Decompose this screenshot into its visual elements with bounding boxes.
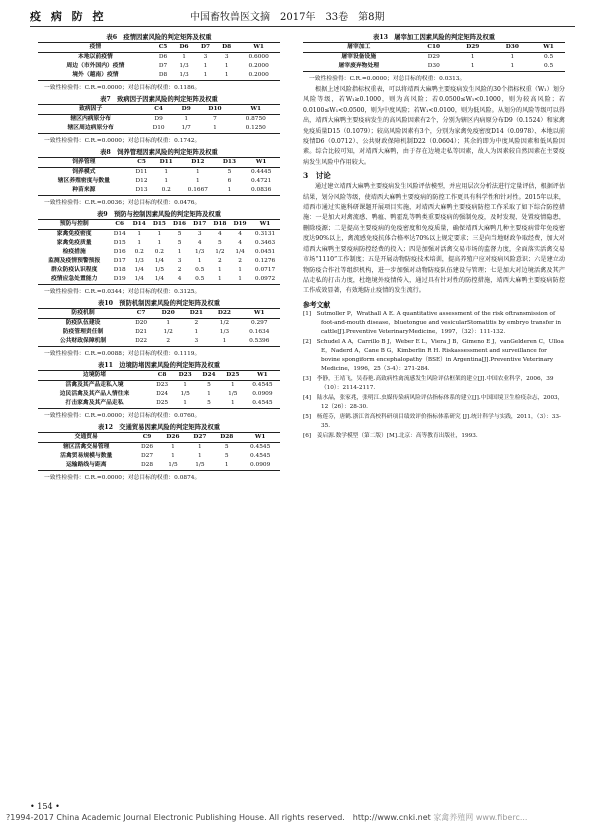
- table-10: [38, 298, 280, 357]
- table-6: [38, 32, 280, 91]
- table-cell: 1: [510, 54, 515, 60]
- table-cell: 0.1250: [231, 124, 280, 134]
- table-cell: D8: [153, 71, 173, 81]
- matrix-table: [38, 104, 280, 134]
- table-cell: 1: [157, 231, 162, 237]
- table-cell: 0.5: [190, 275, 210, 285]
- table-cell: 2: [194, 320, 199, 326]
- table-cell: 5: [197, 399, 221, 409]
- table-cell: D23: [156, 382, 169, 388]
- table-cell: 0.2: [154, 249, 164, 255]
- table-cell: 0.0717: [254, 267, 276, 273]
- table-cell: D16: [113, 249, 126, 255]
- table-row: [38, 381, 280, 391]
- column-header: C6: [110, 220, 129, 230]
- table-cell: 1: [203, 63, 208, 69]
- header-rule: [30, 26, 575, 27]
- table-cell: 5: [177, 231, 182, 237]
- consistency-note: 一致性检验得：C.R.=0.0000；对总目标的权重：0.1186。: [44, 85, 201, 91]
- consistency-note: 一致性检验得：C.R.=0.0088；对总目标的权重：0.1119。: [44, 351, 201, 357]
- table-caption: 表6 疫情因素风险的判定矩阵及权重: [106, 34, 212, 41]
- table-cell: D26: [141, 444, 154, 450]
- table-row: [38, 186, 280, 196]
- footer-copyright: ?1994-2017 China Academic Journal Electronic Publishing House. All rights reserved. http://www.cnki.net: [6, 813, 431, 822]
- column-header: D29: [453, 43, 493, 53]
- table-cell: 1: [171, 444, 175, 450]
- table-cell: 2: [154, 337, 182, 347]
- table-row: [38, 257, 280, 266]
- column-header: D15: [149, 220, 169, 230]
- reference-item: [4] 陆水晶，张家兆，张明江.虫媒传染病风险评估指标体系的建立[J].中国国境卫生检疫杂志，2003，12（26）：28-30.: [303, 394, 564, 410]
- table-cell: 1/4: [154, 258, 165, 264]
- consistency-note: 一致性检验得：C.R.=0.0036；对总目标的权重：0.0476。: [44, 200, 201, 206]
- table-cell: D29: [427, 54, 440, 60]
- table-cell: 5: [177, 240, 182, 246]
- column-header: 防疫机制: [38, 309, 128, 319]
- column-header: D12: [179, 158, 217, 168]
- row-label: 检疫措施: [62, 249, 86, 255]
- table-cell: 1/3: [219, 329, 230, 335]
- table-cell: 1: [207, 391, 211, 397]
- table-cell: D7: [158, 63, 168, 69]
- table-row: [38, 461, 280, 471]
- table-cell: 2: [238, 258, 242, 264]
- table-row: [38, 124, 280, 134]
- table-caption: 表12 交通贸易因素风险的判定矩阵及权重: [97, 424, 221, 431]
- table-cell: 1: [238, 267, 242, 273]
- column-header: D23: [173, 371, 197, 381]
- column-header: D22: [210, 309, 238, 319]
- table-cell: 0.0909: [240, 461, 280, 471]
- table-cell: 0.6000: [248, 54, 269, 60]
- table-row: [38, 239, 280, 248]
- row-label: 边民活禽及其产品人情往来: [59, 391, 130, 397]
- table-cell: 0.297: [250, 320, 268, 326]
- consistency-note: 一致性检验得：C.R.=0.0000；对总目标的权重：0.0874。: [44, 475, 201, 481]
- table-cell: D11: [135, 169, 148, 175]
- row-label: 防疫管理责任制: [62, 329, 104, 335]
- table-row: [38, 53, 280, 63]
- column-header: D10: [199, 105, 232, 115]
- table-cell: D12: [135, 178, 148, 184]
- paragraph-discussion: 通过建立靖西大麻鸭主要疫病发生风险评估模型，并应用层次分析法进行定量评估，根据评估结果，划分风险等级，使靖西大麻鸭主要疫病的防控工作更具有科学性和针对性。2015年以来，靖西市通过实施科研课题开展项目实施，对靖西大麻鸭主要疫病防控工作采取了如下综合防控措施：一是加大对禽流感、鸭瘟、鸭霍乱等鸭类重要疫病的强制免疫，及时发现、处置疫情隐患，删除疫源；二是提高主要疫病的免疫密度和免疫质量，确保靖西大麻鸭几种主要疫病常年免疫密度达90%以上，禽流感免疫抗体合格率达70%以上规定要求；三是向当地财政争取经费，加大对靖西大麻鸭主要疫病防控经费的投入；四是加强对活禽交易市场的监督力度，全面落实活禽交易市场“1110”工作制度；五是开展动物防疫技术培训，提高养殖户应对疫病风险意识；六是建立动物防疫合作社等组织机构，进一步加强对动物防疫队伍建设与管理；七是加大对边境活禽及其产品走私的打击力度，杜绝境外疫情传入，通过具有针对性的防控措施，靖西大麻鸭主要疫病防控工作成效显著，有效地防止疫情的发生流行。: [303, 183, 565, 295]
- section-title: 疫 病 防 控: [30, 10, 107, 23]
- table-cell: 0.0909: [252, 391, 273, 397]
- table-cell: 1/5: [180, 391, 190, 397]
- row-label: 群众防疫认识程度: [50, 267, 98, 273]
- column-header: D27: [186, 433, 213, 443]
- table-cell: 0.0836: [242, 186, 280, 196]
- table-cell: 1/4: [235, 249, 245, 255]
- table-cell: 3: [177, 258, 182, 264]
- column-header: D16: [169, 220, 189, 230]
- table-cell: 7: [213, 116, 217, 122]
- table-cell: 1/4: [129, 275, 149, 285]
- table-cell: 1: [137, 240, 142, 246]
- reference-item: [3] 李静，王靖飞，吴春艳.高致病性禽流感发生风险评估框架的建立[J].中国农业科学，2006，39（10）：2114-2117.: [303, 375, 554, 391]
- column-header: D19: [230, 220, 250, 230]
- table-caption: 表7 致病因子因素风险的判定矩阵及权重: [100, 96, 218, 103]
- column-header: D8: [216, 43, 237, 53]
- table-cell: 0.4545: [249, 444, 271, 450]
- table-cell: 0.3463: [254, 240, 276, 246]
- page-header: [30, 8, 575, 24]
- table-7: [38, 94, 280, 144]
- matrix-table: [38, 42, 280, 81]
- table-cell: 1: [493, 62, 533, 72]
- column-header: D14: [129, 220, 149, 230]
- column-header: 预防与控制: [38, 220, 110, 230]
- table-cell: 6: [227, 178, 232, 184]
- table-cell: 4: [218, 231, 222, 237]
- table-cell: 4: [238, 240, 242, 246]
- row-label: 辖区内病原分布: [70, 116, 111, 122]
- table-cell: 0.8750: [245, 116, 266, 122]
- column-header: 疫情: [38, 43, 153, 53]
- table-cell: 0.1634: [249, 329, 270, 335]
- table-cell: 1: [230, 275, 250, 285]
- table-cell: 5: [207, 382, 211, 388]
- row-label: 辖区养殖密度与数量: [57, 178, 110, 184]
- table-cell: 1/3: [179, 63, 189, 69]
- column-header: D9: [174, 105, 199, 115]
- column-header: D18: [210, 220, 230, 230]
- references-list: [303, 310, 565, 441]
- column-header: W1: [240, 433, 280, 443]
- column-header: D30: [493, 43, 533, 53]
- row-label: 活禽贸易规模与数量: [60, 453, 113, 459]
- table-cell: 0.3131: [254, 231, 276, 237]
- table-cell: 0.2: [153, 186, 179, 196]
- row-label: 种苗来源: [38, 186, 130, 196]
- column-header: D7: [195, 43, 216, 53]
- table-cell: 1/2: [219, 320, 230, 326]
- column-header: W1: [245, 371, 280, 381]
- table-9: [38, 209, 280, 295]
- table-cell: D9: [154, 116, 163, 122]
- table-cell: D30: [415, 62, 453, 72]
- table-cell: 2: [218, 258, 222, 264]
- references-heading: 参考文献: [303, 300, 331, 309]
- table-cell: 3: [197, 231, 202, 237]
- reference-item: [2] Schudel A A，Carrillo B J，Weber E L，Viera J B，Gimeno E J，vanGelderen C，Ulloa E，Naderd A，Cane B G，Kimberlin R H. Riskassessment and surveillance for bovine spongiform encephalopathy（BSE）in Argentina[J].Preventive Veterinary Medicine，1996，25（3-4）：271-284.: [303, 338, 564, 372]
- footer: [6, 812, 527, 823]
- right-column: [303, 30, 565, 442]
- table-cell: 1: [230, 382, 235, 388]
- table-cell: 5: [224, 453, 229, 459]
- table-row: [38, 71, 280, 81]
- column-header: C5: [130, 158, 154, 168]
- table-cell: 1/5: [186, 461, 213, 471]
- row-label: 疫情应急处置能力: [38, 275, 110, 285]
- table-cell: 1: [183, 382, 187, 388]
- table-cell: 0.4445: [250, 169, 272, 175]
- table-cell: D13: [130, 186, 154, 196]
- table-cell: 1: [218, 267, 222, 273]
- row-label: 本地以前疫情: [78, 54, 113, 60]
- row-label: 防疫队伍建设: [65, 320, 101, 326]
- column-header: C9: [135, 433, 160, 443]
- column-header: 边境防堵: [38, 371, 151, 381]
- matrix-table: [38, 432, 280, 471]
- table-cell: 5: [218, 240, 222, 246]
- table-cell: 3: [182, 337, 210, 347]
- matrix-table: [38, 370, 280, 409]
- matrix-table: [38, 308, 280, 347]
- table-caption: 表13 屠宰加工因素风险的判定矩阵及权重: [372, 34, 496, 41]
- paragraph-risk-levels: 根据上述风险指标权重表，可以将靖西大麻鸭主要疫病发生风险的30个指标权重（W₁）划分风险等级，若W₁≥0.1000，则为高风险；若0.0500≤W₁<0.1000，则为较高风险；若0.0100≤W₁<0.0500，则为中度风险；若W₁<0.0100，则为低风险。从划分的风险等级可以得出，靖西大麻鸭主要疫病发生的高风险因素有2个，分别为辖区内病原分布D9（0.1524）和家禽免疫质量D15（0.1079）；较高风险因素有3个，分别为家禽免疫密度D14（0.0978）、本地以前疫情D6（0.0712）、公共财政保障机制D22（0.0604）；其余的即为中度风险因素和低风险因素。综合比较可知，对靖西大麻鸭，由于存在边境走私等因素，故人为因素较自然因素在主要疫病发生风险中作用较大。: [303, 86, 565, 166]
- table-cell: 4: [197, 240, 202, 246]
- table-cell: 1: [195, 169, 200, 175]
- table-cell: 1: [194, 329, 199, 335]
- table-row: [38, 248, 280, 257]
- table-cell: 1: [164, 178, 169, 184]
- row-label: 运输路线与距离: [38, 461, 135, 471]
- table-cell: 1: [195, 178, 200, 184]
- table-cell: 0.4545: [249, 453, 271, 459]
- table-cell: 3: [203, 54, 208, 60]
- column-header: W1: [532, 43, 565, 53]
- row-label: 辖区活禽交易管理: [63, 444, 110, 450]
- row-label: 辖区周边病原分布: [38, 124, 143, 134]
- table-cell: D24: [156, 391, 169, 397]
- column-header: D20: [154, 309, 182, 319]
- table-caption: 表11 边境防堵因素风险的判定矩阵及权重: [97, 362, 221, 369]
- reference-item: [6] 姜启源.数学模型（第二版）[M].北京：高等教育出版社，1993.: [303, 432, 478, 439]
- table-row: [38, 452, 280, 461]
- table-cell: 1/5: [160, 461, 187, 471]
- table-11: [38, 360, 280, 419]
- column-header: D17: [190, 220, 210, 230]
- column-header: W1: [242, 158, 280, 168]
- row-label: 家禽免疫密度: [56, 231, 92, 237]
- table-row: [38, 275, 280, 285]
- table-cell: 3: [224, 54, 229, 60]
- table-8: [38, 147, 280, 206]
- column-header: C7: [128, 309, 154, 319]
- table-cell: 0.2000: [237, 71, 280, 81]
- table-row: [38, 443, 280, 453]
- row-label: 屠宰设备设施: [341, 54, 377, 60]
- consistency-note: 一致性检验得：C.R.=0.0344；对总目标的权重：0.3125。: [44, 289, 201, 295]
- table-cell: 0.5396: [238, 337, 280, 347]
- table-cell: D18: [113, 267, 126, 273]
- table-cell: D22: [128, 337, 154, 347]
- table-cell: D20: [135, 320, 148, 326]
- table-cell: 1: [157, 240, 162, 246]
- table-cell: 1: [182, 54, 186, 60]
- table-cell: 0.0972: [250, 275, 280, 285]
- column-header: D28: [213, 433, 240, 443]
- row-label: 公共财政保障机制: [38, 337, 128, 347]
- table-cell: 0.1667: [179, 186, 217, 196]
- matrix-table: [38, 157, 280, 196]
- table-cell: 1: [217, 186, 243, 196]
- table-cell: 5: [227, 169, 232, 175]
- table-cell: 0.1276: [254, 258, 276, 264]
- column-header: 致病因子: [38, 105, 143, 115]
- table-cell: 1/3: [195, 249, 205, 255]
- table-cell: D25: [151, 399, 173, 409]
- row-label: 屠宰废弃物处理: [303, 62, 415, 72]
- row-label: 周边（市外国内）疫情: [66, 63, 125, 69]
- table-cell: 4: [238, 231, 242, 237]
- column-header: D13: [217, 158, 243, 168]
- column-header: W1: [238, 309, 280, 319]
- table-cell: 1: [213, 461, 240, 471]
- reference-item: [5] 杨莲芬，唐鹤.浙江省高校科研项目绩效评价指标体系研究 [J].统计科学与实践，2011，（3）：33-35.: [303, 413, 561, 429]
- table-cell: D10: [143, 124, 174, 134]
- table-cell: 1/5: [228, 391, 238, 397]
- table-cell: 1: [224, 63, 229, 69]
- column-header: C5: [153, 43, 173, 53]
- table-cell: 1: [164, 169, 169, 175]
- table-caption: 表8 饲养管理因素风险的判定矩阵及权重: [100, 149, 218, 156]
- table-row: [303, 53, 565, 63]
- table-row: [38, 62, 280, 71]
- column-header: D25: [221, 371, 245, 381]
- table-cell: 0.2000: [248, 63, 269, 69]
- table-cell: D28: [135, 461, 160, 471]
- column-header: D21: [182, 309, 210, 319]
- table-cell: 5: [224, 444, 229, 450]
- row-label: 境外（越南）疫情: [38, 71, 153, 81]
- column-header: 屠宰加工: [303, 43, 415, 53]
- column-header: C4: [143, 105, 174, 115]
- table-cell: 1: [216, 71, 237, 81]
- table-cell: D19: [110, 275, 129, 285]
- table-cell: 0.4545: [252, 382, 273, 388]
- table-cell: 1: [221, 399, 245, 409]
- table-cell: D21: [135, 329, 148, 335]
- table-cell: 1: [137, 231, 142, 237]
- table-cell: 1/4: [149, 275, 169, 285]
- table-cell: 0.4545: [245, 399, 280, 409]
- table-cell: 1: [198, 453, 202, 459]
- table-cell: 2: [177, 267, 182, 273]
- table-cell: 1: [198, 444, 202, 450]
- table-cell: D14: [113, 231, 126, 237]
- column-header: 交通贸易: [38, 433, 135, 443]
- consistency-note: 一致性检验得：C.R.=0.0000；对总目标的权重：0.0313。: [309, 76, 466, 82]
- table-cell: 1: [210, 275, 230, 285]
- table-cell: 1/7: [174, 124, 199, 134]
- table-12: [38, 422, 280, 481]
- table-row: [38, 115, 280, 125]
- column-header: W1: [237, 43, 280, 53]
- column-header: W1: [250, 220, 280, 230]
- column-header: D24: [197, 371, 221, 381]
- table-cell: 1/4: [134, 267, 144, 273]
- matrix-table: [38, 219, 280, 285]
- column-header: C8: [151, 371, 173, 381]
- column-header: 饲养管理: [38, 158, 130, 168]
- page-number: • 154 •: [30, 802, 60, 811]
- column-header: D6: [173, 43, 195, 53]
- table-cell: 1: [195, 71, 216, 81]
- table-cell: D6: [158, 54, 168, 60]
- table-cell: 1: [199, 124, 232, 134]
- table-cell: 1: [453, 62, 493, 72]
- table-cell: D27: [141, 453, 154, 459]
- column-header: C10: [415, 43, 453, 53]
- table-row: [38, 177, 280, 186]
- table-row: [38, 390, 280, 399]
- left-column: [38, 30, 280, 484]
- table-row: [38, 168, 280, 178]
- reference-item: [1] Sutmoller P，Wrathall A E. A quantitative assessment of the risk oftransmission of foot-and-mouth disease，bluetongue and vesicularStomatitis by embryo transfer in cattle[J].Preventive VeterinaryMedicine，1997，（32）：111-132.: [303, 310, 562, 335]
- table-cell: D15: [113, 240, 126, 246]
- table-cell: 1/2: [163, 329, 173, 335]
- table-row: [38, 319, 280, 329]
- table-row: [38, 328, 280, 337]
- table-13: [303, 32, 565, 82]
- table-cell: 0.5: [195, 267, 205, 273]
- table-cell: 1/3: [173, 71, 195, 81]
- table-cell: 1/2: [215, 249, 225, 255]
- row-label: 活禽及其产品走私入境: [65, 382, 124, 388]
- consistency-note: 一致性检验得：C.R.=0.0000；对总目标的权重：0.0760。: [44, 413, 201, 419]
- table-cell: 1/5: [154, 267, 165, 273]
- journal-info: 中国畜牧兽医文摘 2017年 33卷 第8期: [190, 12, 385, 23]
- table-cell: 1: [166, 320, 171, 326]
- row-label: 饲养模式: [72, 169, 96, 175]
- table-cell: 1: [470, 54, 475, 60]
- table-cell: 4: [169, 275, 189, 285]
- table-cell: 1: [210, 337, 238, 347]
- table-cell: 1/3: [134, 258, 144, 264]
- table-cell: 1: [184, 116, 189, 122]
- table-row: [38, 230, 280, 240]
- table-caption: 表10 预防机制因素风险的判定矩阵及权重: [97, 300, 221, 307]
- table-cell: 1: [173, 399, 197, 409]
- table-row: [303, 62, 565, 72]
- table-cell: 0.5: [532, 62, 565, 72]
- column-header: D11: [153, 158, 179, 168]
- table-caption: 表9 预防与控制因素风险的判定矩阵及权重: [96, 211, 222, 218]
- table-row: [38, 266, 280, 275]
- column-header: D26: [160, 433, 187, 443]
- row-label: 打击家禽及其产品走私: [38, 399, 151, 409]
- table-cell: 0.4721: [250, 178, 272, 184]
- table-row: [38, 399, 280, 409]
- table-cell: 0.5: [543, 54, 554, 60]
- section-heading-discussion: 3 讨论: [303, 171, 331, 181]
- table-cell: 0.0451: [254, 249, 276, 255]
- row-label: 监测及疫情预警预报: [48, 258, 101, 264]
- table-cell: 1: [171, 453, 175, 459]
- table-cell: 1: [197, 258, 202, 264]
- table-cell: D17: [113, 258, 126, 264]
- table-row: [38, 337, 280, 347]
- footer-watermark: 家禽养殖网 www.fiberc...: [433, 813, 528, 822]
- consistency-note: 一致性检验得：C.R.=0.0000；对总目标的权重：0.1742。: [44, 138, 201, 144]
- table-cell: 0.2: [134, 249, 144, 255]
- row-label: 家禽免疫质量: [56, 240, 92, 246]
- matrix-table: [303, 42, 565, 72]
- table-cell: 1: [177, 249, 182, 255]
- column-header: W1: [231, 105, 280, 115]
